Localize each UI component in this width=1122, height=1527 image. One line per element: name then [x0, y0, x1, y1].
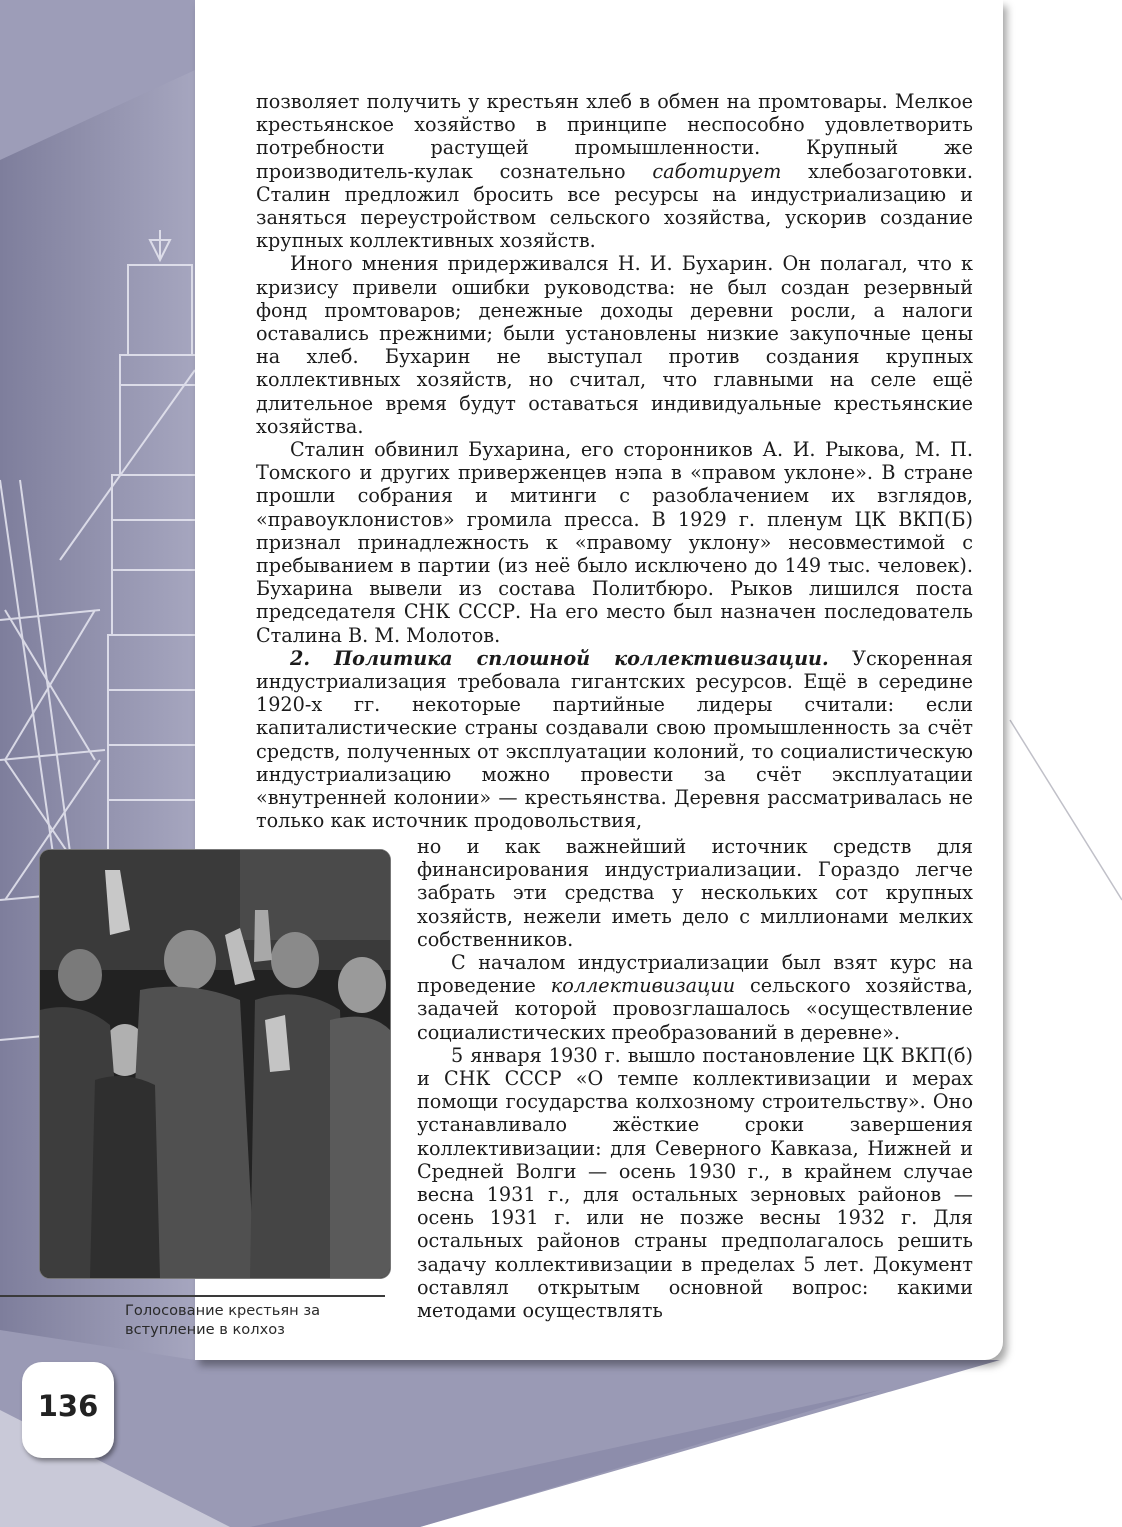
paragraph-2: Иного мнения придерживался Н. И. Бухарин. Он полагал, что к кризису привели ошибки руководства: не был создан резервный фонд промтоваров; денежные доходы деревни росли, а налоги оставались прежними; были установлены низкие закупочные цены на хлеб. Бухарин не выступал против создания крупных коллективных хозяйств, но считал, что главными на селе ещё длительное время будут оставаться индивидуальные крестьянские хозяйства. — [256, 252, 973, 438]
main-text-column — [256, 90, 973, 833]
section-title: 2. Политика сплошной коллективизации. — [290, 646, 829, 670]
historical-photo — [40, 850, 390, 1278]
paragraph-wrap-1: но и как важнейший источник средств для финансирования индустриализации. Гораздо легче забрать эти средства у нескольких сот крупных хозяйств, нежели иметь дело с миллионами мелких собственников. — [417, 835, 973, 951]
paragraph-wrap-2: С началом индустриализации был взят курс на проведение коллективизации сельского хозяйства, задачей которой провозглашалось «осуществление социалистических преобразований в деревне». — [417, 951, 974, 1044]
page-number: 136 — [37, 1389, 99, 1423]
paragraph-wrap-3: 5 января 1930 г. вышло постановление ЦК ВКП(б) и СНК СССР «О темпе коллективизации и мерах помощи государства колхозному строительству». Оно устанавливало жёсткие сроки завершения коллективизации: для Северного Кавказа, Нижней и Средней Волги — осень 1930 г., в крайнем случае весна 1931 г., для остальных зерновых районов — осень 1931 г. или не позже весны 1932 г. Для остальных районов страны предполагалось решить задачу коллективизации в пределах 5 лет. Документ оставлял открытым основной вопрос: какими методами осуществлять — [417, 1043, 973, 1323]
paragraph-1: позволяет получить у крестьян хлеб в обмен на промтовары. Мелкое крестьянское хозяйство в принципе неспособно удовлетворить потребности растущей промышленности. Крупный же производитель-кулак сознательно саботирует хлебозаготовки. Сталин предложил бросить все ресурсы на индустриализацию и заняться переустройством сельского хозяйства, ускорив создание крупных коллективных хозяйств. — [256, 90, 973, 253]
wrapped-text-column — [417, 835, 973, 1322]
photo-caption: Голосование крестьян за вступление в колхоз — [125, 1302, 321, 1338]
caption-divider — [0, 1295, 385, 1297]
paragraph-3: Сталин обвинил Бухарина, его сторонников А. И. Рыкова, М. П. Томского и других приверженцев нэпа в «правом уклоне». В стране прошли собрания и митинги с разоблачением их взглядов, «правоуклонистов» громила пресса. В 1929 г. пленум ЦК ВКП(Б) признал принадлежность к «правому уклону» несовместимой с пребыванием в партии (из неё было исключено до 149 тыс. человек). Бухарина вывели из состава Политбюро. Рыков лишился поста председателя СНК СССР. На его место был назначен последователь Сталина В. М. Молотов. — [256, 438, 973, 647]
photo-peasants-voting — [40, 850, 390, 1278]
section-2: 2. Политика сплошной коллективизации. Ускоренная индустриализация требовала гигантских ресурсов. Ещё в середине 1920-х гг. некоторые партийные лидеры считали: если капиталистические страны создавали свою промышленность за счёт средств, полученных от эксплуатации колоний, то социалистическую индустриализацию можно провести за счёт эксплуатации «внутренней колонии» — крестьянства. Деревня рассматривалась не только как источник продовольствия, — [256, 646, 973, 833]
